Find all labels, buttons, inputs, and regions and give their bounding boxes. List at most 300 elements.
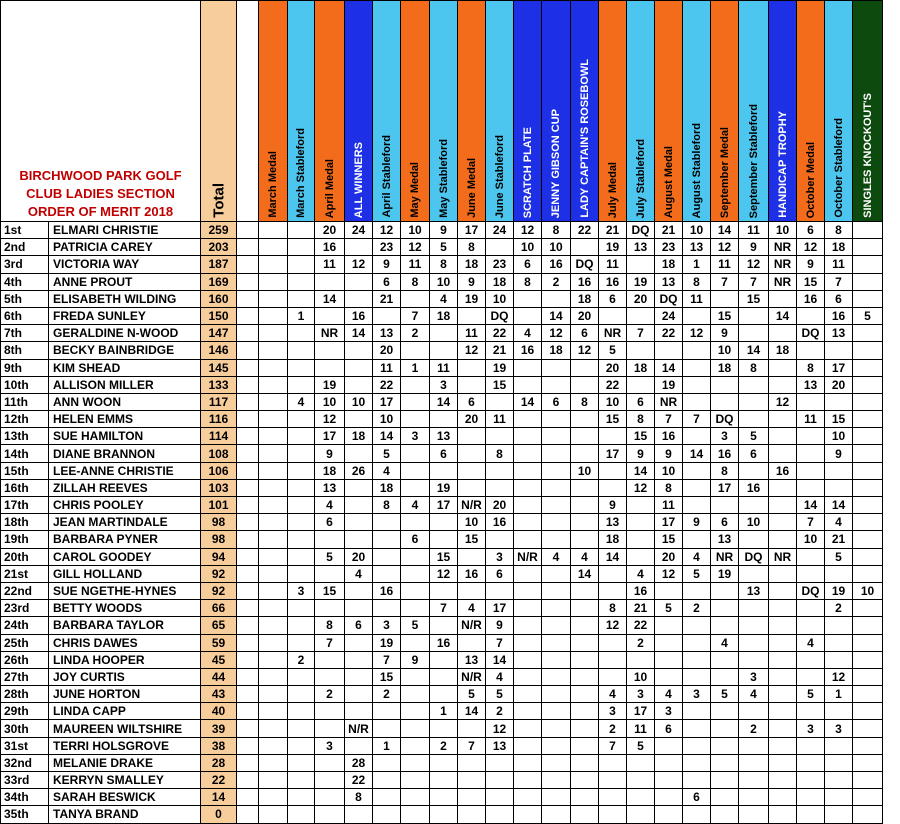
score-cell: 16 [514,342,542,359]
score-cell [769,754,797,771]
score-cell [571,479,599,496]
score-cell [514,600,542,617]
score-cell: 6 [627,393,655,410]
score-cell: 18 [315,462,345,479]
score-cell [542,428,571,445]
score-cell [345,445,373,462]
total-cell: 22 [201,772,237,789]
score-cell [853,359,883,376]
score-cell: 20 [486,497,514,514]
score-cell: 13 [711,531,739,548]
score-cell [542,634,571,651]
score-cell [683,668,711,685]
score-cell [514,307,542,324]
score-cell [401,806,430,823]
score-cell [853,445,883,462]
score-cell: 6 [345,617,373,634]
score-cell [797,479,825,496]
score-cell [739,617,769,634]
competition-header [599,1,627,222]
score-cell [853,497,883,514]
score-cell: 19 [315,376,345,393]
total-cell: 28 [201,754,237,771]
score-cell: 16 [315,239,345,256]
score-cell: 22 [599,376,627,393]
score-cell: 9 [825,445,853,462]
score-cell [401,393,430,410]
competition-label: LADY CAPTAIN'S ROSEBOWL [578,59,591,218]
spacer-cell [237,703,259,720]
score-cell [401,548,430,565]
score-cell [514,411,542,428]
score-cell [259,582,288,599]
position-cell: 15th [1,462,49,479]
score-cell [655,342,683,359]
player-name-cell: KERRYN SMALLEY [49,772,201,789]
score-cell [825,479,853,496]
spacer-cell [237,634,259,651]
score-cell [853,256,883,273]
score-cell [259,737,288,754]
competition-label: August Medal [662,145,675,218]
score-cell: 5 [655,600,683,617]
score-cell: 5 [797,686,825,703]
score-cell [259,239,288,256]
score-cell [711,703,739,720]
score-cell: 12 [373,222,401,239]
competition-header [655,1,683,222]
competition-header [825,1,853,222]
score-cell [627,651,655,668]
score-cell [430,754,458,771]
score-cell [739,806,769,823]
score-cell [514,290,542,307]
score-cell: 3 [430,376,458,393]
score-cell [542,651,571,668]
score-cell [345,273,373,290]
score-cell [259,479,288,496]
score-cell: 20 [458,411,486,428]
score-cell [401,582,430,599]
score-cell [655,582,683,599]
score-cell [627,514,655,531]
score-cell: 13 [373,325,401,342]
score-cell [486,582,514,599]
score-cell: 19 [430,479,458,496]
score-cell [655,668,683,685]
score-cell [797,462,825,479]
score-cell [599,789,627,806]
score-cell: 4 [288,393,315,410]
score-cell: 11 [627,720,655,737]
player-name-cell: JEAN MARTINDALE [49,514,201,531]
player-row [1,582,883,599]
spacer-cell [237,806,259,823]
score-cell [259,720,288,737]
score-cell: 12 [542,325,571,342]
player-row [1,806,883,823]
score-cell [288,411,315,428]
player-row [1,445,883,462]
score-cell [571,772,599,789]
score-cell [288,376,315,393]
score-cell [486,462,514,479]
score-cell [769,411,797,428]
score-cell: 3 [825,720,853,737]
score-cell: 18 [627,359,655,376]
score-cell [315,703,345,720]
score-cell [514,428,542,445]
score-cell: 7 [599,737,627,754]
score-cell [430,668,458,685]
score-cell [571,668,599,685]
score-cell [430,772,458,789]
score-cell: 4 [486,668,514,685]
score-cell: 12 [683,325,711,342]
score-cell: 11 [797,411,825,428]
player-name-cell: JUNE HORTON [49,686,201,703]
score-cell [853,462,883,479]
score-cell: 22 [655,325,683,342]
score-cell [599,806,627,823]
score-cell: 17 [825,359,853,376]
score-cell [315,307,345,324]
position-cell: 18th [1,514,49,531]
score-cell: 18 [373,479,401,496]
score-cell [315,531,345,548]
score-cell: 4 [373,462,401,479]
score-cell [259,376,288,393]
score-cell [655,634,683,651]
score-cell [769,565,797,582]
score-cell: 5 [458,686,486,703]
player-name-cell: BECKY BAINBRIDGE [49,342,201,359]
score-cell [825,703,853,720]
score-cell [259,256,288,273]
position-cell: 4th [1,273,49,290]
score-cell: 5 [430,239,458,256]
score-cell: 21 [627,600,655,617]
player-name-cell: CHRIS POOLEY [49,497,201,514]
score-cell: 18 [345,428,373,445]
player-name-cell: BETTY WOODS [49,600,201,617]
spacer-cell [237,582,259,599]
score-cell: 12 [825,668,853,685]
score-cell [458,376,486,393]
player-row [1,411,883,428]
score-cell [542,531,571,548]
score-cell: 1 [401,359,430,376]
position-cell: 30th [1,720,49,737]
score-cell: 8 [458,239,486,256]
score-cell [739,737,769,754]
score-cell [797,772,825,789]
score-cell [542,411,571,428]
player-name-cell: ANNE PROUT [49,273,201,290]
score-cell [514,737,542,754]
score-cell: 2 [825,600,853,617]
spacer-cell [237,789,259,806]
score-cell [599,462,627,479]
score-cell: 3 [627,686,655,703]
score-cell: NR [769,256,797,273]
score-cell [514,445,542,462]
position-cell: 27th [1,668,49,685]
score-cell [571,634,599,651]
competition-label: October Medal [804,141,817,218]
score-cell: 12 [315,411,345,428]
position-cell: 2nd [1,239,49,256]
score-cell [655,754,683,771]
score-cell: 1 [430,703,458,720]
score-cell: 21 [373,290,401,307]
score-cell [571,720,599,737]
score-cell: 9 [711,325,739,342]
score-cell: 15 [797,273,825,290]
score-cell [288,531,315,548]
score-cell [458,307,486,324]
score-cell [739,325,769,342]
score-cell: 22 [627,617,655,634]
competition-header [627,1,655,222]
score-cell [288,737,315,754]
score-cell [571,617,599,634]
score-cell [711,600,739,617]
score-cell: DQ [711,411,739,428]
score-cell [259,393,288,410]
score-cell [373,754,401,771]
score-cell [373,307,401,324]
player-name-cell: MAUREEN WILTSHIRE [49,720,201,737]
position-cell: 20th [1,548,49,565]
competition-label: May Medal [409,162,422,218]
position-cell: 24th [1,617,49,634]
score-cell [542,617,571,634]
position-cell: 10th [1,376,49,393]
score-cell: 9 [486,617,514,634]
total-cell: 108 [201,445,237,462]
score-cell [797,307,825,324]
score-cell [542,514,571,531]
competition-header [401,1,430,222]
score-cell [797,754,825,771]
score-cell: 16 [542,256,571,273]
player-name-cell: ALLISON MILLER [49,376,201,393]
score-cell [571,359,599,376]
score-cell: 14 [514,393,542,410]
score-cell: 11 [739,222,769,239]
score-cell: 7 [486,634,514,651]
score-cell [373,548,401,565]
competition-label: March Stableford [295,128,308,218]
score-cell: 7 [458,737,486,754]
score-cell [739,703,769,720]
score-cell [853,703,883,720]
score-cell: 24 [655,307,683,324]
score-cell: NR [769,273,797,290]
score-cell [373,600,401,617]
competition-label: July Medal [606,161,619,218]
score-cell [769,445,797,462]
score-cell [401,737,430,754]
score-cell: 16 [797,290,825,307]
score-cell: 4 [345,565,373,582]
score-cell [711,754,739,771]
score-cell [288,359,315,376]
score-cell [627,806,655,823]
score-cell: 20 [345,548,373,565]
score-cell: 9 [627,445,655,462]
score-cell [711,497,739,514]
score-cell: 12 [401,239,430,256]
score-cell: 6 [514,256,542,273]
score-cell: 9 [683,514,711,531]
score-cell: 5 [486,686,514,703]
competition-header [486,1,514,222]
score-cell [514,772,542,789]
score-cell [315,720,345,737]
position-cell: 19th [1,531,49,548]
competition-header [739,1,769,222]
score-cell [683,772,711,789]
score-cell [599,634,627,651]
score-cell: 2 [430,737,458,754]
score-cell: 20 [373,342,401,359]
spacer-cell [237,273,259,290]
player-row [1,325,883,342]
score-cell: 14 [458,703,486,720]
spacer-cell [237,359,259,376]
total-cell: 103 [201,479,237,496]
score-cell: 22 [571,222,599,239]
score-cell [853,342,883,359]
score-cell [769,703,797,720]
score-cell: 6 [430,445,458,462]
score-cell [853,514,883,531]
total-cell: 43 [201,686,237,703]
score-cell [514,720,542,737]
score-cell: 10 [401,222,430,239]
position-cell: 6th [1,307,49,324]
score-cell [401,514,430,531]
score-cell: 13 [599,514,627,531]
player-row [1,617,883,634]
score-cell: 4 [542,548,571,565]
total-cell: 106 [201,462,237,479]
score-cell: 12 [797,239,825,256]
score-cell [571,806,599,823]
score-cell [797,428,825,445]
score-cell [542,565,571,582]
score-cell [486,806,514,823]
score-cell: 8 [345,789,373,806]
score-cell [571,789,599,806]
score-cell [571,411,599,428]
score-cell: 18 [711,359,739,376]
score-cell: 1 [373,737,401,754]
score-cell: 19 [599,239,627,256]
score-cell [853,239,883,256]
score-cell: 9 [655,445,683,462]
position-cell: 9th [1,359,49,376]
score-cell [683,342,711,359]
total-cell: 14 [201,789,237,806]
score-cell: 10 [711,342,739,359]
player-row [1,462,883,479]
score-cell [683,462,711,479]
score-cell [288,445,315,462]
score-cell [797,600,825,617]
score-cell [401,634,430,651]
score-cell [571,651,599,668]
score-cell: 3 [373,617,401,634]
player-name-cell: PATRICIA CAREY [49,239,201,256]
score-cell [542,737,571,754]
score-cell [739,754,769,771]
score-cell [259,222,288,239]
score-cell: 8 [542,222,571,239]
spacer-cell [237,514,259,531]
score-cell: 3 [401,428,430,445]
score-cell: 7 [825,273,853,290]
score-cell [739,393,769,410]
score-cell: 15 [825,411,853,428]
score-cell [825,342,853,359]
score-cell [739,376,769,393]
score-cell [259,325,288,342]
score-cell [627,754,655,771]
score-cell [259,565,288,582]
score-cell [797,806,825,823]
score-cell: 1 [288,307,315,324]
score-cell: 14 [345,325,373,342]
competition-header [458,1,486,222]
score-cell [373,772,401,789]
score-cell [853,686,883,703]
player-name-cell: TERRI HOLSGROVE [49,737,201,754]
score-cell [288,256,315,273]
score-cell [288,479,315,496]
player-name-cell: SARAH BESWICK [49,789,201,806]
score-cell: 16 [711,445,739,462]
score-cell [430,325,458,342]
score-cell: 12 [486,720,514,737]
score-cell [769,737,797,754]
score-cell [259,617,288,634]
score-cell [797,737,825,754]
score-cell: 10 [825,428,853,445]
score-cell [683,307,711,324]
player-name-cell: ANN WOON [49,393,201,410]
total-cell: 116 [201,411,237,428]
score-cell: 19 [373,634,401,651]
score-cell [655,651,683,668]
position-cell: 26th [1,651,49,668]
score-cell [797,789,825,806]
competition-header [430,1,458,222]
sheet-title: BIRCHWOOD PARK GOLF CLUB LADIES SECTION ORDER OF MERIT 2018 [1,1,201,222]
position-cell: 3rd [1,256,49,273]
score-cell [458,582,486,599]
score-cell [259,668,288,685]
score-cell [769,359,797,376]
total-cell: 117 [201,393,237,410]
position-cell: 21st [1,565,49,582]
score-cell [430,686,458,703]
score-cell: DQ [627,222,655,239]
score-cell [797,342,825,359]
score-cell [259,307,288,324]
